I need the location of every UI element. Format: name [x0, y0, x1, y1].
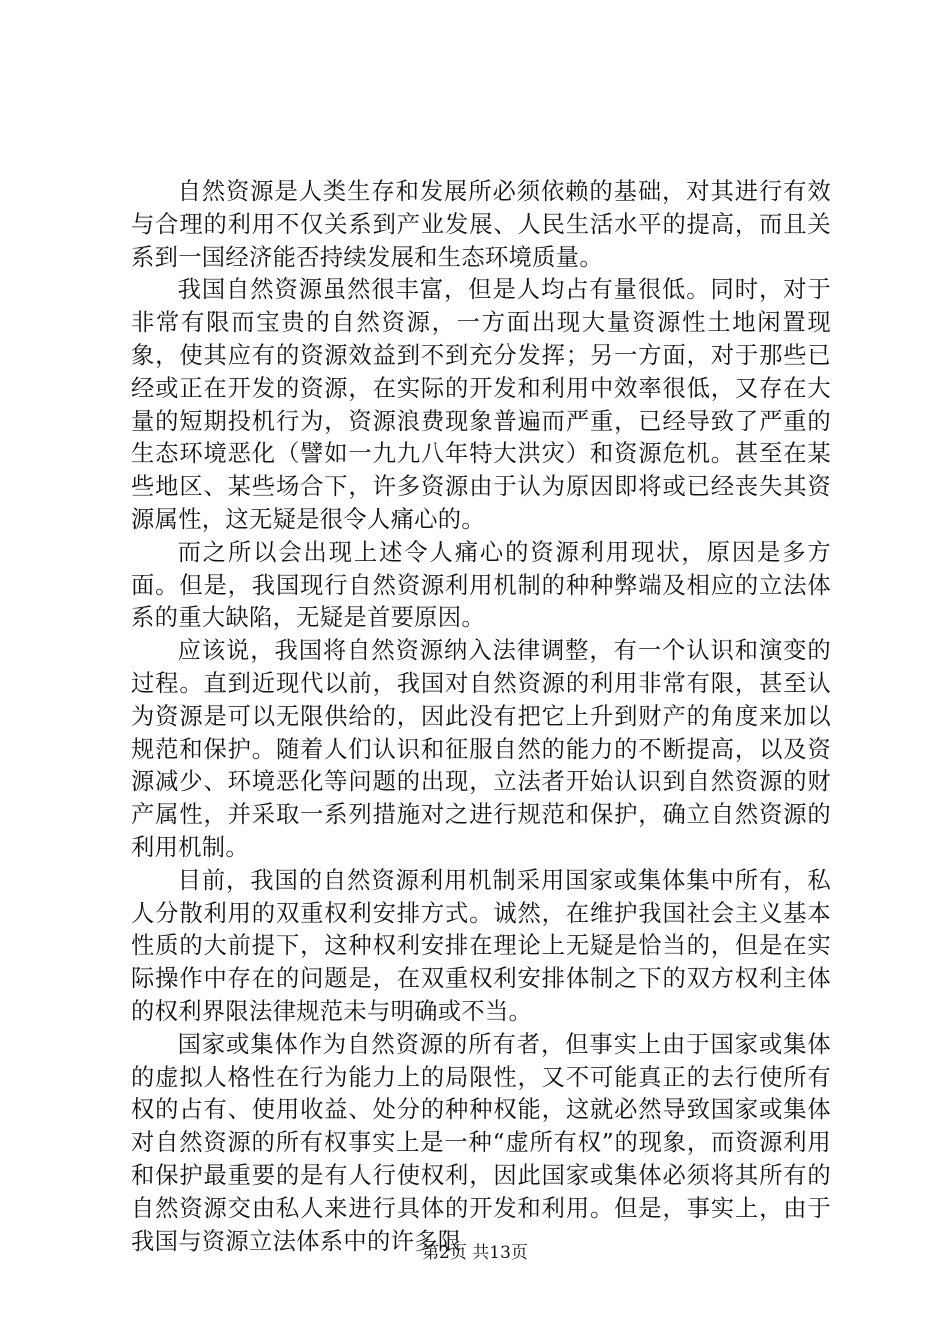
paragraph: 目前，我国的自然资源利用机制采用国家或集体集中所有，私人分散利用的双重权利安排方式。诚然，在维护我国社会主义基本性质的大前提下，这种权利安排在理论上无疑是恰当的，但是在实际操作中存在的问题是，在双重权利安排体制之下的双方权利主体的权利界限法律规范未与明确或不当。	[131, 866, 831, 1025]
paragraph: 我国自然资源虽然很丰富，但是人均占有量很低。同时，对于非常有限而宝贵的自然资源，一方面出现大量资源性土地闲置现象，使其应有的资源效益到不到充分发挥；另一方面，对于那些已经或正在开发的资源，在实际的开发和利用中效率很低，又存在大量的短期投机行为，资源浪费现象普遍而严重，已经导致了严重的生态环境恶化（譬如一九九八年特大洪灾）和资源危机。甚至在某些地区、某些场合下，许多资源由于认为原因即将或已经丧失其资源属性，这无疑是很令人痛心的。	[131, 276, 831, 533]
document-body	[131, 176, 831, 1258]
page-number-footer: 第2页 共13页	[422, 1243, 528, 1263]
paragraph: 国家或集体作为自然资源的所有者，但事实上由于国家或集体的虚拟人格性在行为能力上的局限性，又不可能真正的去行使所有权的占有、使用收益、处分的种种权能，这就必然导致国家或集体对自然资源的所有权事实上是一种“虚所有权”的现象，而资源利用和保护最重要的是有人行使权利，因此国家或集体必须将其所有的自然资源交由私人来进行具体的开发和利用。但是，事实上，由于我国与资源立法体系中的许多限	[131, 1030, 831, 1255]
paragraph: 而之所以会出现上述令人痛心的资源利用现状，原因是多方面。但是，我国现行自然资源利用机制的种种弊端及相应的立法体系的重大缺陷，无疑是首要原因。	[131, 538, 831, 632]
paragraph: 应该说，我国将自然资源纳入法律调整，有一个认识和演变的过程。直到近现代以前，我国对自然资源的利用非常有限，甚至认为资源是可以无限供给的，因此没有把它上升到财产的角度来加以规范和保护。随着人们认识和征服自然的能力的不断提高，以及资源减少、环境恶化等问题的出现，立法者开始认识到自然资源的财产属性，并采取一系列措施对之进行规范和保护，确立自然资源的利用机制。	[131, 637, 831, 861]
paragraph: 自然资源是人类生存和发展所必须依赖的基础，对其进行有效与合理的利用不仅关系到产业发展、人民生活水平的提高，而且关系到一国经济能否持续发展和生态环境质量。	[131, 178, 831, 271]
